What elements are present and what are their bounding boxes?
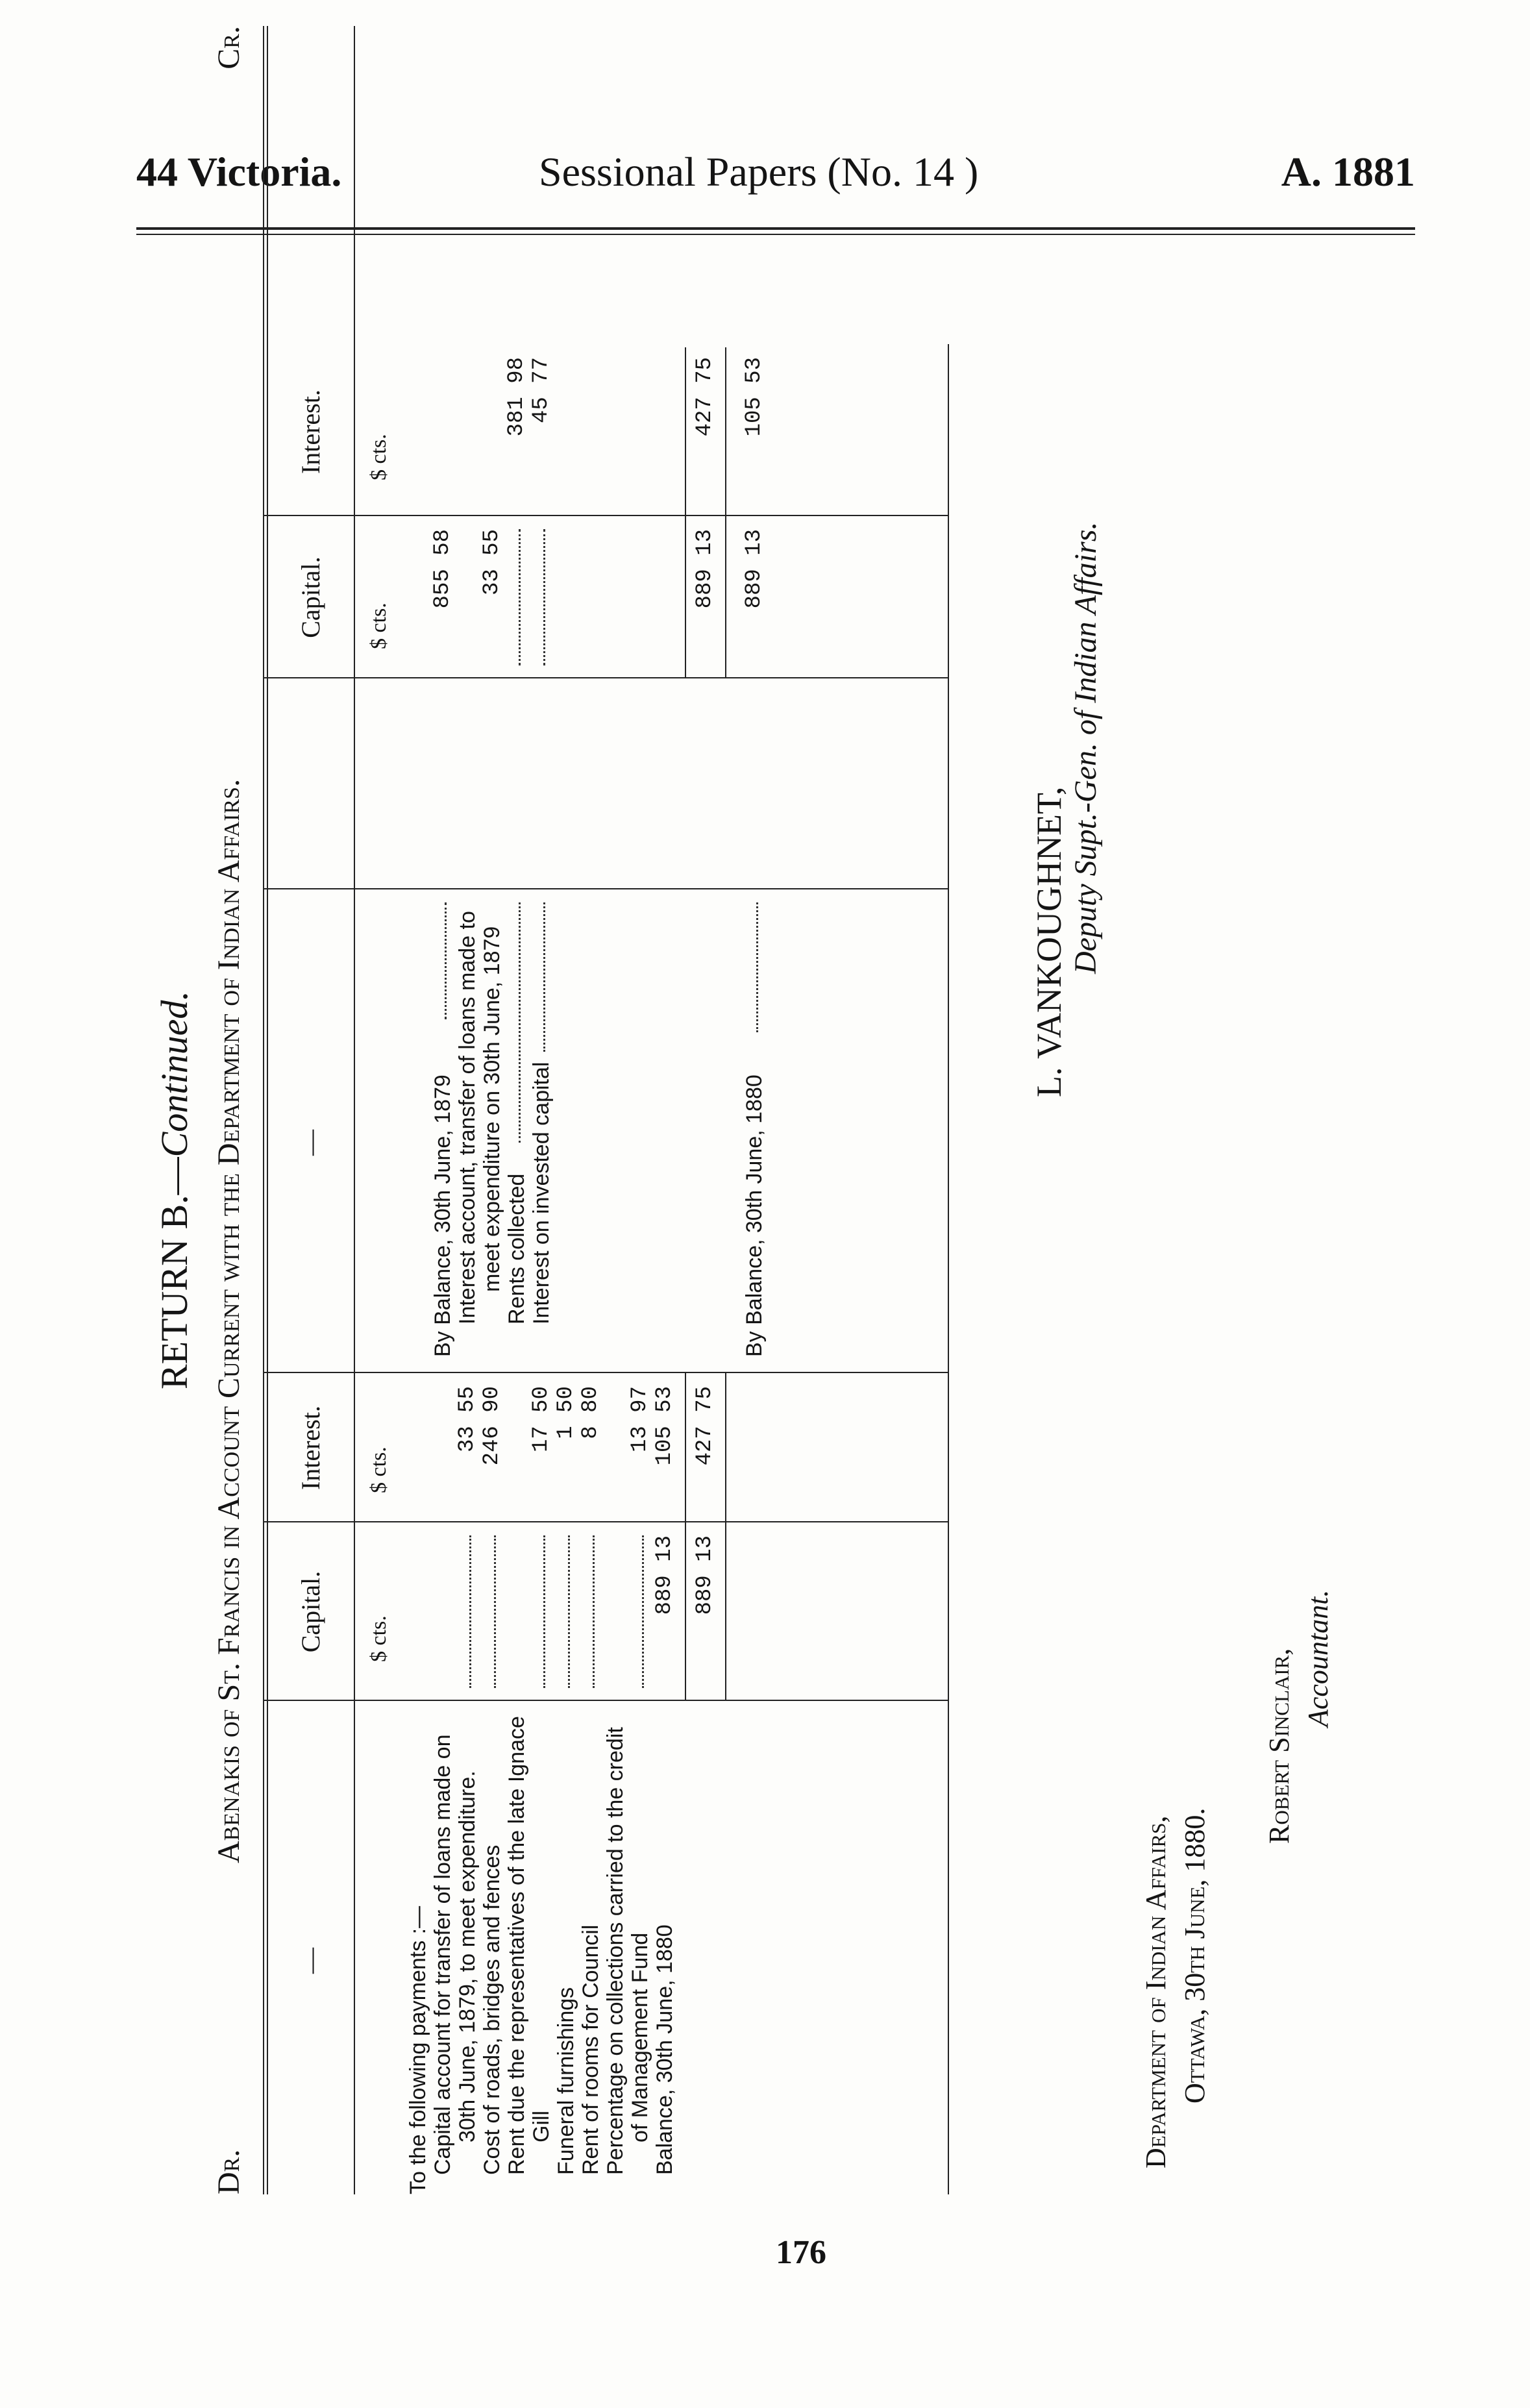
debit-total-rule [685, 1373, 686, 1701]
debit-row-2-line-1: Cost of roads, bridges and fences [480, 1844, 504, 2175]
leader-dots [494, 1535, 496, 1688]
credit-total-capital: 889 13 [693, 529, 717, 609]
debit-capital-units: $ cts. [367, 1615, 391, 1662]
debit-total-rule-bottom [725, 1373, 726, 1701]
place-date: Ottawa, 30th June, 1880. [1179, 1807, 1211, 2104]
place-date-line [1178, 1808, 1211, 2104]
debit-desc-head: — [296, 1948, 325, 1974]
debit-interest-head: Interest. [296, 1406, 325, 1490]
leader-dots [568, 1535, 570, 1688]
leader-dots [642, 1535, 644, 1688]
debit-row-4-interest: 1 50 [554, 1386, 578, 1439]
debit-row-1-interest: 33 55 [455, 1386, 480, 1453]
debit-row-5-interest: 8 80 [578, 1386, 603, 1439]
page-number: 176 [776, 2234, 826, 2271]
header-year: A. 1881 [1281, 149, 1415, 195]
commissioner-title: Deputy Supt.-Gen. of Indian Affairs. [1068, 521, 1103, 974]
debit-row-6-line-2: of Management Fund [628, 1932, 652, 2142]
credit-row-3-line-1: Rents collected [504, 1173, 529, 1324]
department-line: Department of Indian Affairs, [1140, 1815, 1172, 2168]
debit-row-3-line-2: Gill [529, 2110, 554, 2142]
credit-row-1-line-1: By Balance, 30th June, 1879 [430, 1074, 455, 1357]
credit-capital-head: Capital. [296, 556, 325, 638]
credit-row-1-capital: 855 58 [430, 529, 455, 609]
header-session: 44 Victoria. [136, 149, 342, 195]
leader-dots [543, 529, 545, 665]
credit-row-4-interest: 45 77 [529, 357, 554, 424]
leader-dots [519, 902, 521, 1143]
credit-total-interest: 427 75 [693, 357, 717, 437]
credit-interest-head: Interest. [296, 390, 325, 474]
credit-row-2-capital: 33 55 [480, 529, 504, 596]
credit-row-2-line-1: Interest account, transfer of loans made to [455, 911, 480, 1324]
debit-row-7-line-1: Balance, 30th June, 1880 [652, 1924, 677, 2175]
credit-total-rule-bottom [725, 347, 726, 678]
accountant-title: Accountant. [1302, 1589, 1334, 1727]
debit-row-3-line-1: Rent due the representatives of the late Ignace [504, 1716, 529, 2175]
leader-dots [543, 1535, 545, 1688]
credit-desc-head: — [296, 1130, 325, 1156]
debit-row-7-capital: 889 13 [652, 1535, 677, 1615]
credit-row-3-interest: 381 98 [504, 357, 529, 437]
credit-interest-units: $ cts. [367, 434, 391, 480]
leader-dots [469, 1535, 471, 1688]
debit-row-6-line-1: Percentage on collections carried to the credit [603, 1727, 628, 2175]
credit-total-rule [685, 347, 686, 678]
col-rule [263, 1372, 948, 1373]
col-rule [263, 515, 948, 516]
leader-dots [756, 902, 758, 1032]
credit-balance-line: By Balance, 30th June, 1880 [742, 1074, 767, 1357]
account-heading: Abenakis of St. Francis in Account Current with the Department of Indian Affairs. [212, 778, 246, 1863]
col-rule [263, 888, 948, 889]
leader-dots [445, 902, 447, 1019]
debit-interest-units: $ cts. [367, 1446, 391, 1493]
leader-dots [519, 529, 521, 665]
col-rule [263, 1521, 948, 1522]
account-table [263, 26, 948, 2194]
debit-row-1-line-1: Capital account for transfer of loans made on [430, 1734, 455, 2175]
credit-row-4-line-1: Interest on invested capital [529, 1061, 554, 1324]
table-top-rule [263, 26, 264, 2194]
credit-row-2-line-2: meet expenditure on 30th June, 1879 [480, 926, 504, 1292]
debit-row-5-line-1: Rent of rooms for Council [578, 1924, 603, 2175]
debit-row-7-interest: 105 53 [652, 1386, 677, 1466]
credit-balance-capital: 889 13 [742, 529, 767, 609]
leader-dots [593, 1535, 595, 1688]
table-top-rule-2 [267, 26, 268, 2194]
credit-capital-units: $ cts. [367, 602, 391, 649]
debit-intro: To the following payments :— [406, 1905, 430, 2194]
commissioner-name: L. VANKOUGHNET, [1030, 786, 1068, 1097]
debit-row-6-interest: 13 97 [628, 1386, 652, 1453]
col-rule [263, 1700, 948, 1701]
header-bottom-rule [354, 26, 355, 2194]
debit-capital-head: Capital. [296, 1570, 325, 1653]
debit-row-4-line-1: Funeral furnishings [554, 1987, 578, 2175]
col-rule [263, 677, 948, 678]
table-bottom-rule [948, 344, 949, 2194]
debit-row-1-line-2: 30th June, 1879, to meet expenditure. [455, 1770, 480, 2142]
dr-label: Dr. [212, 2149, 246, 2194]
cr-label: Cr. [212, 26, 246, 69]
header-title: Sessional Papers (No. 14 ) [539, 149, 979, 195]
debit-row-2-interest: 246 90 [480, 1386, 504, 1466]
leader-dots [543, 902, 545, 1052]
return-title: RETURN B.—Continued. [153, 991, 195, 1389]
accountant-name: Robert Sinclair, [1263, 1648, 1295, 1844]
debit-total-capital: 889 13 [693, 1535, 717, 1615]
debit-row-3-interest: 17 50 [529, 1386, 554, 1453]
credit-balance-interest: 105 53 [742, 357, 767, 437]
rotated-return [153, 26, 1386, 2194]
debit-total-interest: 427 75 [693, 1386, 717, 1466]
